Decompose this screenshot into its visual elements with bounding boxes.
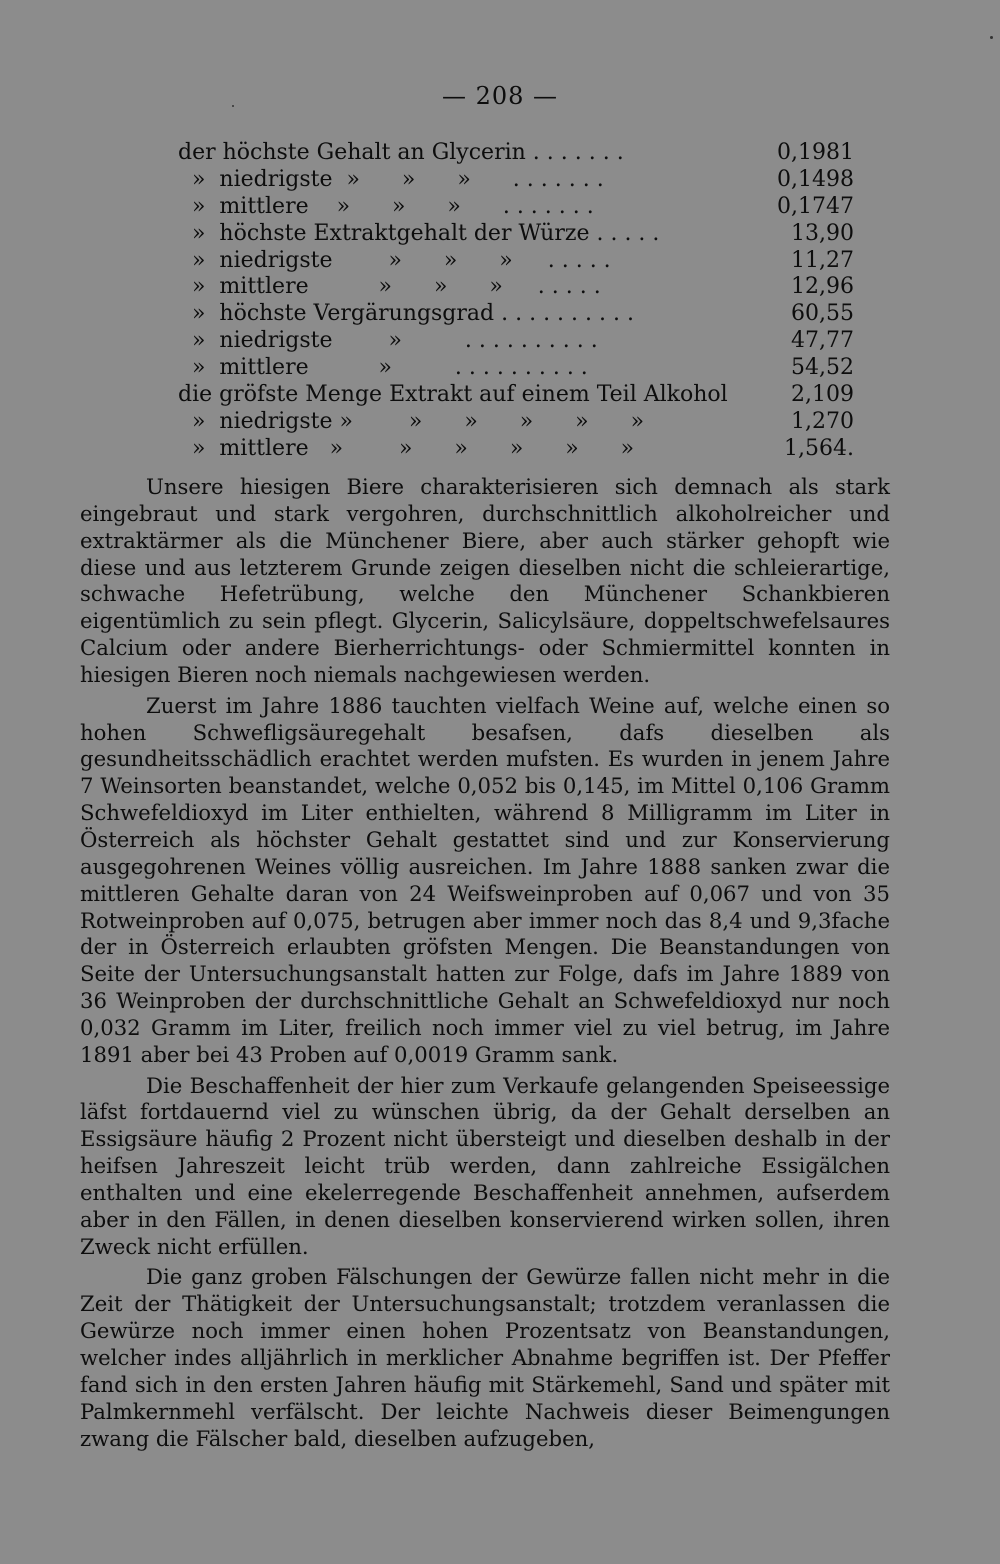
table-row xyxy=(178,194,854,221)
row-value: 11,27 xyxy=(791,247,854,273)
table-row xyxy=(178,328,854,355)
row-label: » höchste Extraktgehalt der Würze . . . . . xyxy=(178,220,660,246)
row-value: 60,55 xyxy=(791,301,854,327)
body-text xyxy=(80,474,890,1458)
table-row xyxy=(178,140,854,167)
row-label: die gröfste Menge Extrakt auf einem Teil Alkohol xyxy=(178,382,728,408)
row-label: » mittlere » » » . . . . . xyxy=(178,274,601,300)
row-value: 0,1498 xyxy=(777,166,854,192)
paragraph-wine: Zuerst im Jahre 1886 tauchten vielfach Weine auf, welche einen so hohen Schwefligsäuregehalt besafsen, dafs dieselben als gesundheitsschädlich erachtet werden mufsten. Es wurden in jenem Jahre 7 Weinsorten beanstandet, welche 0,052 bis 0,145, im Mittel 0,106 Gramm Schwefeldioxyd im Liter enthielten, während 8 Milligramm im Liter in Österreich als höchster Gehalt gestattet sind und zur Konservierung ausgegohrenen Weines völlig ausreichen. Im Jahre 1888 sanken zwar die mittleren Gehalte daran von 24 Weifsweinproben auf 0,067 und von 35 Rotweinproben auf 0,075, betrugen aber immer noch das 8,4 und 9,3fache der in Österreich erlaubten gröfsten Mengen. Die Beanstandungen von Seite der Untersuchungsanstalt hatten zur Folge, dafs im Jahre 1889 von 36 Weinproben der durchschnittliche Gehalt an Schwefeldioxyd nur noch 0,032 Gramm im Liter, freilich noch immer viel zu viel betrug, im Jahre 1891 aber bei 43 Proben auf 0,0019 Gramm sank. xyxy=(80,692,890,1067)
row-label: » mittlere » » » » » » xyxy=(178,435,635,461)
row-value: 1,270 xyxy=(791,408,854,434)
row-label: » mittlere » » » . . . . . . . xyxy=(178,193,594,219)
page-number: — 208 — xyxy=(441,82,559,110)
paragraph-spices: Die ganz groben Fälschungen der Gewürze fallen nicht mehr in die Zeit der Thätigkeit der Untersuchungsanstalt; trotzdem veranlassen die Gewürze noch immer einen hohen Prozentsatz von Beanstandungen, welcher indes alljährlich in merklicher Abnahme begriffen ist. Der Pfeffer fand sich in den ersten Jahren häufig mit Stärkemehl, Sand und später mit Palmkernmehl verfälscht. Der leichte Nachweis dieser Beimengungen zwang die Fälscher bald, dieselben aufzugeben, xyxy=(80,1264,890,1451)
table-row xyxy=(178,248,854,275)
paragraph-vinegar: Die Beschaffenheit der hier zum Verkaufe gelangenden Speiseessige läfst fortdauernd viel zu wünschen übrig, da der Gehalt derselben an Essigsäure häufig 2 Prozent nicht übersteigt und dieselben deshalb in der heifsen Jahreszeit leicht trüb werden, dann zahlreiche Essigälchen enthalten und eine ekelerregende Beschaffenheit annehmen, aufserdem aber in den Fällen, in denen dieselben konservierend wirken sollen, ihren Zweck nicht erfüllen. xyxy=(80,1072,890,1259)
row-label: » niedrigste » » » . . . . . . . xyxy=(178,166,604,192)
row-label: der höchste Gehalt an Glycerin . . . . . . . xyxy=(178,140,624,165)
row-value: 0,1981 xyxy=(777,140,854,165)
table-row xyxy=(178,301,854,328)
row-value: 13,90 xyxy=(791,220,854,246)
statistics-table xyxy=(178,140,854,463)
paragraph-beer: Unsere hiesigen Biere charakterisieren sich demnach als stark eingebraut und stark vergohren, durchschnittlich alkoholreicher und extraktärmer als die Münchener Biere, aber auch stärker gehopft wie diese und aus letzterem Grunde zeigen dieselben nicht die schleierartige, schwache Hefetrübung, welche den Münchener Schankbieren eigentümlich zu sein pflegt. Glycerin, Salicylsäure, doppeltschwefelsaures Calcium oder andere Bierherrichtungs- oder Schmiermittel konnten in hiesigen Bieren noch niemals nachgewiesen werden. xyxy=(80,474,890,687)
row-value: 1,564. xyxy=(784,435,854,461)
row-label: » niedrigste » . . . . . . . . . . xyxy=(178,328,598,354)
row-label: » niedrigste » » » . . . . . xyxy=(178,247,611,273)
row-label: » niedrigste » » » » » » xyxy=(178,408,645,434)
row-value: 12,96 xyxy=(791,274,854,300)
row-value: 54,52 xyxy=(791,355,854,381)
table-row xyxy=(178,167,854,194)
row-value: 47,77 xyxy=(791,328,854,354)
row-value: 0,1747 xyxy=(777,193,854,219)
scan-speck xyxy=(990,36,993,39)
table-row xyxy=(178,274,854,301)
table-row xyxy=(178,355,854,382)
row-value: 2,109 xyxy=(791,382,854,408)
table-row xyxy=(178,382,854,409)
table-row xyxy=(178,221,854,248)
row-label: » mittlere » . . . . . . . . . . xyxy=(178,355,588,381)
table-row xyxy=(178,436,854,463)
scan-speck xyxy=(232,105,234,107)
row-label: » höchste Vergärungsgrad . . . . . . . . . . xyxy=(178,301,634,327)
table-row xyxy=(178,409,854,436)
